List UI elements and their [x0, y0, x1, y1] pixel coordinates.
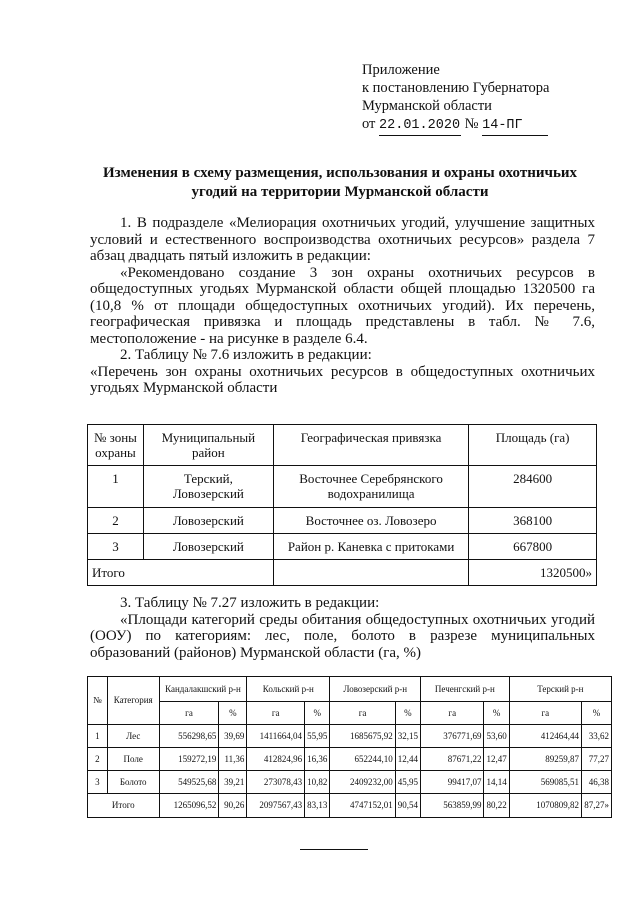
cell-ha: 1685675,92 — [330, 725, 395, 748]
row-num: 3 — [88, 771, 108, 794]
table-row — [88, 748, 612, 771]
table-row — [88, 508, 597, 534]
cell-pct: 12,44 — [395, 748, 420, 771]
paragraph-4: «Перечень зон охраны охотничьих ресурсов в общедоступных охотничьих угодьях Мурманской области — [90, 363, 595, 396]
paragraph-6: «Площади категорий среды обитания общедоступных охотничьих угодий (ООУ) по категориям: лес, поле, болото в разрезе муниципальных образований (районов) Мурманской области (га, %) — [90, 611, 595, 661]
cell-ha: 99417,07 — [421, 771, 484, 794]
header-geo: Географическая привязка — [273, 425, 469, 466]
table-row — [88, 725, 612, 748]
habitat-table — [87, 676, 612, 818]
header-ha: га — [159, 702, 219, 725]
cell-ha: 556298,65 — [159, 725, 219, 748]
header-ha: га — [247, 702, 305, 725]
cell-ha: 549525,68 — [159, 771, 219, 794]
section-3 — [90, 595, 595, 661]
paragraph-3: 2. Таблицу № 7.6 изложить в редакции: — [120, 347, 372, 363]
total-value: 1320500» — [469, 560, 597, 586]
header-ha: га — [421, 702, 484, 725]
geo-cell: Восточнее Серебрянского водохранилища — [273, 466, 469, 508]
geo-cell: Район р. Каневка с притоками — [273, 534, 469, 560]
district-cell: Ловозерский — [143, 508, 273, 534]
cell-ha: 412824,96 — [247, 748, 305, 771]
total-pct: 87,27» — [581, 794, 611, 818]
row-num: 1 — [88, 725, 108, 748]
geo-cell: Восточнее оз. Ловозеро — [273, 508, 469, 534]
header-pct: % — [219, 702, 247, 725]
total-ha: 2097567,43 — [247, 794, 305, 818]
header-ha: га — [509, 702, 581, 725]
header-pct: % — [395, 702, 420, 725]
paragraph-5: 3. Таблицу № 7.27 изложить в редакции: — [120, 595, 380, 611]
district-cell: Ловозерский — [143, 534, 273, 560]
document-title — [80, 164, 600, 202]
title-line-1: Изменения в схему размещения, использования и охраны охотничьих — [102, 165, 578, 181]
table-row — [88, 534, 597, 560]
cell-ha: 89259,87 — [509, 748, 581, 771]
total-ha: 1070809,82 — [509, 794, 581, 818]
header-district-2: Кольский р-н — [247, 677, 330, 702]
zone-cell: 3 — [88, 534, 144, 560]
cell-pct: 39,21 — [219, 771, 247, 794]
cell-ha: 652244,10 — [330, 748, 395, 771]
header-area: Площадь (га) — [469, 425, 597, 466]
decree-date: 22.01.2020 — [379, 117, 461, 136]
total-pct: 83,13 — [305, 794, 330, 818]
cell-pct: 32,15 — [395, 725, 420, 748]
annex-line-1: Приложение — [362, 62, 440, 78]
section-1 — [90, 215, 595, 397]
cell-ha: 569085,51 — [509, 771, 581, 794]
district-cell: Терский, Ловозерский — [143, 466, 273, 508]
cell-ha: 2409232,00 — [330, 771, 395, 794]
total-ha: 563859,99 — [421, 794, 484, 818]
decree-number: 14-ПГ — [482, 117, 548, 136]
area-cell: 368100 — [469, 508, 597, 534]
area-cell: 667800 — [469, 534, 597, 560]
cell-ha: 376771,69 — [421, 725, 484, 748]
total-ha: 4747152,01 — [330, 794, 395, 818]
zone-cell: 1 — [88, 466, 144, 508]
end-separator-line — [300, 849, 368, 850]
row-category: Лес — [107, 725, 159, 748]
total-pct: 90,54 — [395, 794, 420, 818]
header-pct: % — [484, 702, 509, 725]
total-empty — [273, 560, 469, 586]
paragraph-1: 1. В подразделе «Мелиорация охотничьих угодий, улучшение защитных условий и естественного воспроизводства охотничьих ресурсов» раздела 7 абзац двадцать пятый изложить в редакции: — [90, 215, 595, 264]
header-pct: % — [305, 702, 330, 725]
cell-pct: 39,69 — [219, 725, 247, 748]
title-line-2: угодий на территории Мурманской области — [191, 184, 489, 200]
habitat-header-districts — [88, 677, 612, 702]
zone-cell: 2 — [88, 508, 144, 534]
cell-pct: 46,38 — [581, 771, 611, 794]
cell-pct: 14,14 — [484, 771, 509, 794]
cell-ha: 159272,19 — [159, 748, 219, 771]
header-district-3: Ловозерский р-н — [330, 677, 421, 702]
total-row — [88, 560, 597, 586]
header-category: Категория — [107, 677, 159, 725]
zones-table — [87, 424, 597, 586]
cell-pct: 12,47 — [484, 748, 509, 771]
cell-pct: 16,36 — [305, 748, 330, 771]
header-district: Муниципальный район — [143, 425, 273, 466]
cell-ha: 412464,44 — [509, 725, 581, 748]
cell-pct: 53,60 — [484, 725, 509, 748]
table-row — [88, 466, 597, 508]
cell-ha: 273078,43 — [247, 771, 305, 794]
header-zone: № зоны охраны — [88, 425, 144, 466]
total-ha: 1265096,52 — [159, 794, 219, 818]
total-pct: 80,22 — [484, 794, 509, 818]
header-district-5: Терский р-н — [509, 677, 611, 702]
area-cell: 284600 — [469, 466, 597, 508]
header-pct: % — [581, 702, 611, 725]
annex-line-3: Мурманской области — [362, 98, 492, 114]
zones-table-header — [88, 425, 597, 466]
header-district-4: Печенгский р-н — [421, 677, 510, 702]
total-label: Итого — [88, 560, 274, 586]
header-district-1: Кандалакшский р-н — [159, 677, 247, 702]
habitat-header-units — [88, 702, 612, 725]
cell-ha: 87671,22 — [421, 748, 484, 771]
date-prefix: от — [362, 116, 376, 132]
cell-pct: 77,27 — [581, 748, 611, 771]
header-ha: га — [330, 702, 395, 725]
annex-date-line — [362, 115, 549, 136]
total-pct: 90,26 — [219, 794, 247, 818]
paragraph-2: «Рекомендовано создание 3 зон охраны охотничьих ресурсов в общедоступных угодьях Мурманской области общей площадью 1320500 га (10,8 % от площади общедоступных охотничьих угодий). Их перечень, географическая привязка и площадь представлены в табл. № 7.6, местоположение - на рисунке в разделе 6.4. — [90, 264, 595, 347]
total-label: Итого — [88, 794, 160, 818]
annex-block — [362, 61, 549, 136]
cell-pct: 45,95 — [395, 771, 420, 794]
total-row — [88, 794, 612, 818]
row-category: Поле — [107, 748, 159, 771]
row-category: Болото — [107, 771, 159, 794]
header-num: № — [88, 677, 108, 725]
row-num: 2 — [88, 748, 108, 771]
cell-pct: 11,36 — [219, 748, 247, 771]
table-row — [88, 771, 612, 794]
number-prefix: № — [464, 116, 479, 132]
cell-pct: 55,95 — [305, 725, 330, 748]
cell-pct: 10,82 — [305, 771, 330, 794]
cell-pct: 33,62 — [581, 725, 611, 748]
cell-ha: 1411664,04 — [247, 725, 305, 748]
annex-line-2: к постановлению Губернатора — [362, 80, 550, 96]
